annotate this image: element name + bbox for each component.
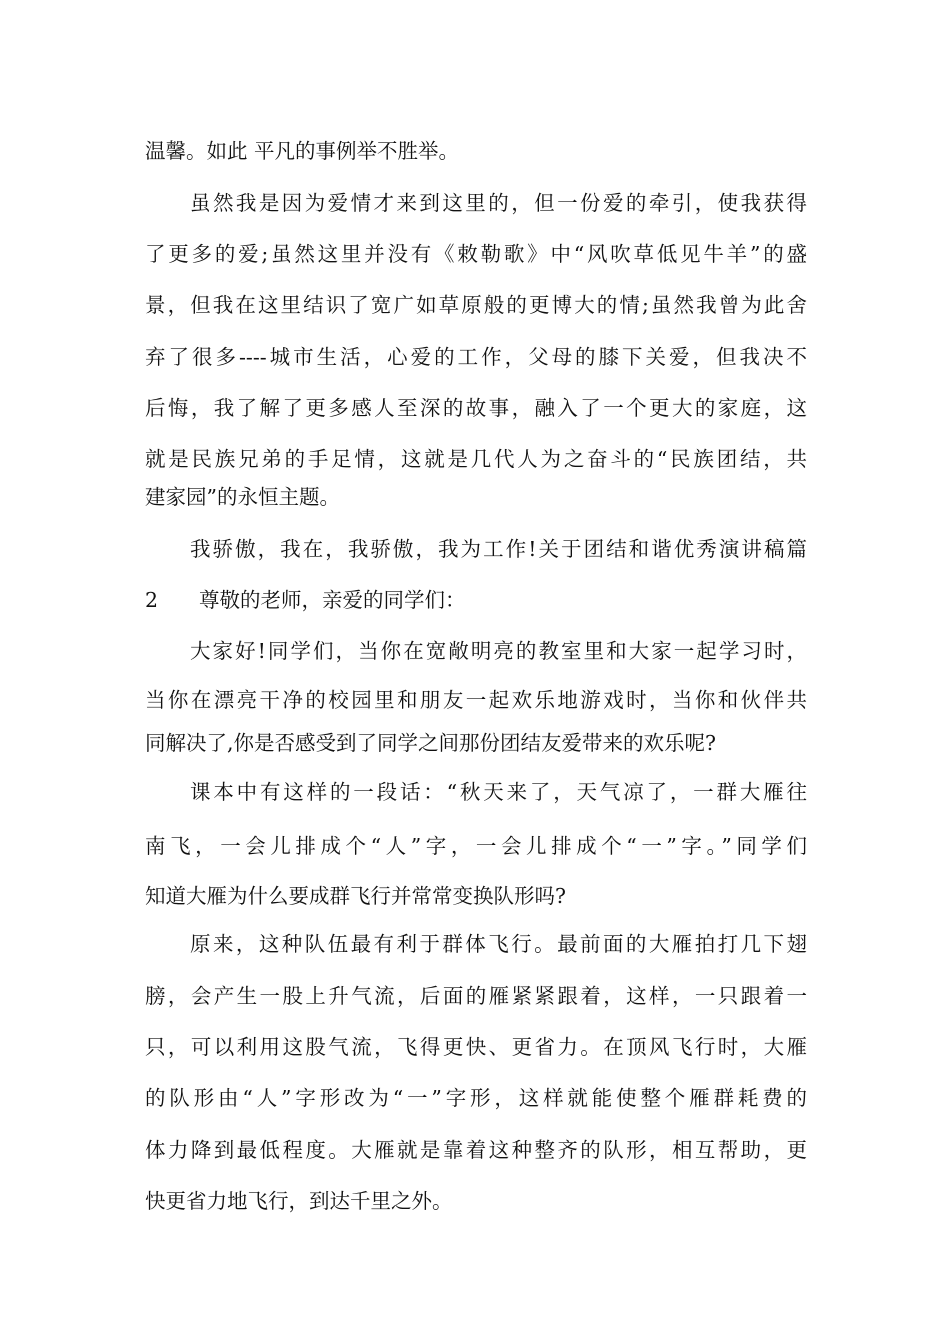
text-line: 的队形由“人”字形改为“一”字形，这样就能使整个雁群耗费的 xyxy=(145,1086,807,1110)
text-line: 膀，会产生一股上升气流，后面的雁紧紧跟着，这样，一只跟着一 xyxy=(145,984,807,1008)
text-line: 快更省力地飞行，到达千里之外。 xyxy=(145,1189,453,1213)
text-line: 温馨。如此 平凡的事例举不胜举。 xyxy=(145,139,460,163)
text-line: 南飞，一会儿排成个“人”字，一会儿排成个“一”字。”同学们 xyxy=(145,834,807,858)
text-line: 同解决了,你是否感受到了同学之间那份团结友爱带来的欢乐呢? xyxy=(145,731,717,755)
text-line: 景，但我在这里结识了宽广如草原般的更博大的情;虽然我曾为此舍 xyxy=(145,293,807,317)
text-line: 了更多的爱;虽然这里并没有《敕勒歌》中“风吹草低见牛羊”的盛 xyxy=(145,242,807,266)
paragraph-first-line: 虽然我是因为爱情才来到这里的，但一份爱的牵引，使我获得 xyxy=(190,191,807,215)
paragraph-first-line: 课本中有这样的一段话：“秋天来了，天气凉了，一群大雁往 xyxy=(190,780,807,804)
paragraph-first-line: 大家好!同学们，当你在宽敞明亮的教室里和大家一起学习时， xyxy=(190,639,807,663)
text-line: 2 尊敬的老师，亲爱的同学们： xyxy=(145,588,466,612)
paragraph-first-line: 原来，这种队伍最有利于群体飞行。最前面的大雁拍打几下翅 xyxy=(190,932,807,956)
text-line: 知道大雁为什么要成群飞行并常常变换队形吗? xyxy=(145,884,566,908)
text-line: 弃了很多----城市生活，心爱的工作，父母的膝下关爱，但我决不 xyxy=(145,345,807,369)
text-line: 后悔，我了解了更多感人至深的故事，融入了一个更大的家庭，这 xyxy=(145,396,807,420)
text-line: 当你在漂亮干净的校园里和朋友一起欢乐地游戏时，当你和伙伴共 xyxy=(145,688,807,712)
text-line: 建家园”的永恒主题。 xyxy=(145,485,340,509)
paragraph-first-line: 我骄傲，我在，我骄傲，我为工作!关于团结和谐优秀演讲稿篇 xyxy=(190,537,807,561)
text-line: 只，可以利用这股气流，飞得更快、更省力。在顶风飞行时，大雁 xyxy=(145,1035,807,1059)
text-line: 体力降到最低程度。大雁就是靠着这种整齐的队形，相互帮助，更 xyxy=(145,1138,807,1162)
text-line: 就是民族兄弟的手足情，这就是几代人为之奋斗的“民族团结，共 xyxy=(145,447,807,471)
